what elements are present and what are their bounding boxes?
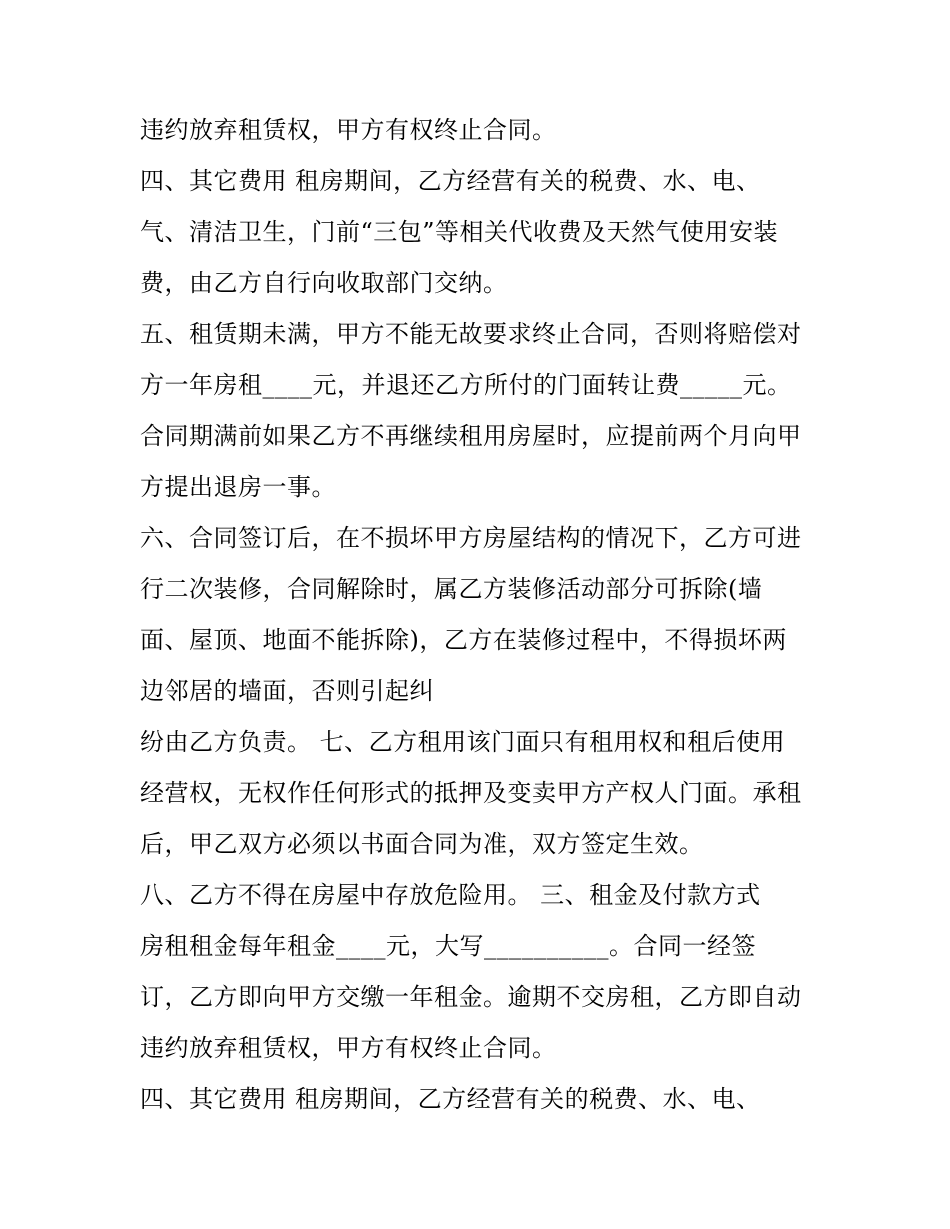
text-line: 四、其它费用 租房期间，乙方经营有关的税费、水、电、	[140, 1085, 761, 1113]
text-line: 面、屋顶、地面不能拆除)，乙方在装修过程中，不得损坏两	[140, 626, 787, 654]
contract-text	[140, 110, 840, 1130]
text-line: 纷由乙方负责。 七、乙方租用该门面只有租用权和租后使用	[140, 728, 786, 756]
text-line: 违约放弃租赁权，甲方有权终止合同。	[140, 1034, 557, 1062]
text-line: 经营权，无权作任何形式的抵押及变卖甲方产权人门面。承租	[140, 779, 802, 807]
text-line: 行二次装修，合同解除时，属乙方装修活动部分可拆除(墙	[140, 575, 763, 603]
text-line: 八、乙方不得在房屋中存放危险用。 三、租金及付款方式	[140, 881, 761, 909]
text-line: 边邻居的墙面，否则引起纠	[140, 677, 434, 705]
text-line: 合同期满前如果乙方不再继续租用房屋时，应提前两个月向甲	[140, 422, 802, 450]
text-line: 四、其它费用 租房期间，乙方经营有关的税费、水、电、	[140, 167, 761, 195]
text-line: 气、清洁卫生，门前“三包”等相关代收费及天然气使用安装	[140, 218, 779, 246]
text-line: 方一年房租____元，并退还乙方所付的门面转让费_____元。	[140, 371, 792, 399]
text-line: 订，乙方即向甲方交缴一年租金。逾期不交房租，乙方即自动	[140, 983, 802, 1011]
text-line: 房租租金每年租金____元，大写__________。合同一经签	[140, 932, 756, 960]
text-line: 费，由乙方自行向收取部门交纳。	[140, 269, 508, 297]
text-line: 六、合同签订后，在不损坏甲方房屋结构的情况下，乙方可进	[140, 524, 802, 552]
text-line: 五、租赁期未满，甲方不能无故要求终止合同，否则将赔偿对	[140, 320, 802, 348]
text-line: 方提出退房一事。	[140, 473, 336, 501]
text-line: 违约放弃租赁权，甲方有权终止合同。	[140, 116, 557, 144]
text-line: 后，甲乙双方必须以书面合同为准，双方签定生效。	[140, 830, 704, 858]
